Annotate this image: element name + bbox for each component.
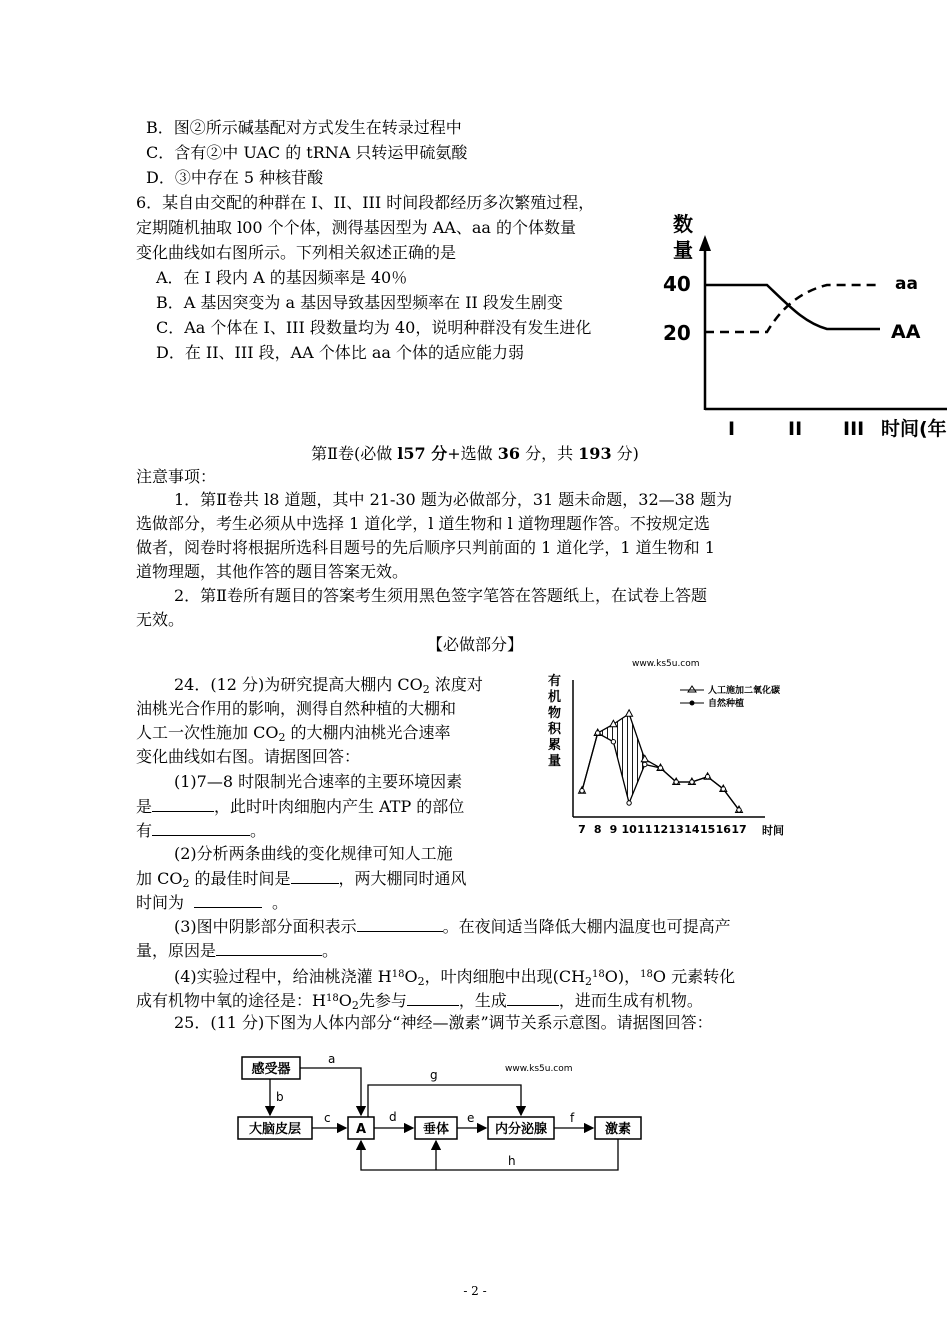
q6-option-d: D．在 II、III 段，AA 个体比 aa 个体的适应能力弱 [156,343,525,362]
required-section-heading: 【必做部分】 [426,635,523,654]
label-d: d [389,1110,397,1124]
notice-2-line-1: 2．第Ⅱ卷所有题目的答案考生须用黑色签字笔答在答题纸上，在试卷上答题 [174,586,708,605]
q24-sup-18: 18 [640,969,653,980]
graph6-y-arrow [699,235,711,251]
natural-point [674,780,678,784]
q24-p3d: 。 [322,941,339,960]
a-box-label: A [355,1122,367,1137]
chart24-ylabel-char: 累 [548,738,562,753]
q5-option-b: B．图②所示碱基配对方式发生在转录过程中 [146,118,462,137]
q24-p4d: O 元素转化 [652,967,736,986]
natural-point [627,801,631,805]
graph6-ylabel-1: 数 [673,212,693,236]
chart24-xtick: 12 [652,823,669,836]
legend-dot-marker [690,701,695,706]
q24-sub-2: 2 [278,731,286,744]
q6-option-a: A．在 I 段内 A 的基因频率是 40％ [156,268,408,287]
artificial-point [626,710,633,717]
graph6-x-II: II [788,418,803,440]
natural-point [705,775,709,779]
graph6-label-AA: AA [891,321,921,343]
q24-p4h: ，进而生成有机物。 [558,991,703,1010]
hormone-label: 激素 [604,1122,632,1137]
section2-title-mid2: 分，共 [519,444,579,463]
q24-p2d: ，两大棚同时通风 [338,869,467,888]
receptor-label: 感受器 [251,1062,291,1077]
q24-part2-line-3 [136,891,288,914]
q24-line-1 [174,674,483,701]
q24-o: O [338,991,352,1010]
chart24-ylabel [548,673,562,769]
chart24-ylabel-char: 积 [548,722,562,737]
q24-part1-line-1: (1)7—8 时限制光合速率的主要环境因素 [174,772,463,791]
q24-l1b: 浓度对 [429,675,483,694]
label-e: e [467,1111,475,1125]
chart24-xtick: 11 [637,823,653,836]
chart24-watermark: www.ks5u.com [632,659,700,669]
answer-blank-5[interactable] [357,915,443,932]
natural-point [643,762,647,766]
natural-line [582,733,739,810]
q24-p3b: 。在夜间适当降低大棚内温度也可提高产 [442,917,731,936]
q24-line-2: 油桃光合作用的影响，测得自然种植的大棚和 [136,699,457,718]
q24-p2b: 加 CO [136,869,183,888]
section2-title-193: 193 [578,444,612,463]
notice-1-line-1: 1．第Ⅱ卷共 l8 道题，其中 21-30 题为必做部分，31 题未命题，32—38 题为 [174,490,733,509]
q24-p1c: ，此时叶肉细胞内产生 ATP 的部位 [214,797,465,816]
q25-stem: 25．(11 分)下图为人体内部分“神经—激素”调节关系示意图。请据图回答： [174,1013,713,1032]
chart24-xtick: 16 [715,823,731,836]
label-b: b [276,1090,284,1104]
graph6-x-I: I [728,418,736,440]
graph6-tick-40: 40 [663,272,691,296]
section2-title-157: l57 分 [397,444,448,463]
q24-sup-18: 18 [325,993,339,1004]
q24-l3b: 的大棚内油桃光合速率 [285,723,451,742]
q24-p2e: 时间为 [136,893,185,912]
chart24-xtick: 13 [668,823,684,836]
answer-blank-2[interactable] [152,819,250,836]
chart24-xtick: 9 [609,823,618,836]
section2-title-mid: +选做 [447,444,498,463]
q24-p2f: 。 [272,893,289,912]
natural-point [690,780,694,784]
q24-sub-2: 2 [585,975,593,988]
graph6-x-III: III [843,418,865,440]
graph6-xlabel: 时间(年 [881,418,947,440]
notice-1-line-3: 做者，阅卷时将根据所选科目题号的先后顺序只判前面的 1 道化学，1 道生物和 1 [136,538,715,557]
answer-blank-1[interactable] [152,795,214,812]
shaded-area [598,714,645,803]
q24-p1d: 有 [136,821,153,840]
q6-option-b: B．A 基因突变为 a 基因导致基因型频率在 II 段发生剧变 [156,293,563,312]
page-number: - 2 - [463,1284,487,1298]
chart24-ylabel-char: 物 [548,706,562,721]
answer-blank-6[interactable] [216,939,322,956]
q24-part1-line-3 [136,819,266,842]
q24-p3a: (3)图中阴影部分面积表示 [174,917,357,936]
q24-line-3 [136,722,451,749]
legend-natural-label: 自然种植 [708,699,745,709]
q24-p4c: O)， [604,967,641,986]
label-f: f [570,1111,575,1125]
chart24-xtick: 17 [731,823,747,836]
q24-p4e: 成有机物中氧的途径是：H [136,991,326,1010]
q24-sub-2: 2 [351,999,359,1012]
notice-2-line-2: 无效。 [136,610,185,629]
section2-title [0,443,950,465]
chart24-xtick: 7 [578,823,586,836]
arrow-h [361,1139,618,1170]
graph6-tick-20: 20 [663,321,691,345]
diagram25-watermark: www.ks5u.com [505,1064,573,1074]
q24-p4b: ，叶肉细胞中出现(CH [424,967,586,986]
chart24-xtick: 10 [621,823,637,836]
cortex-label: 大脑皮层 [248,1122,302,1137]
q24-l3a: 人工一次性施加 CO [136,723,279,742]
q24-o: O [404,967,418,986]
answer-blank-3[interactable] [291,867,339,884]
q24-sup-18: 18 [592,969,605,980]
notice-1-line-4: 道物理题，其他作答的题目答案无效。 [136,562,409,581]
q24-part3-line-1 [174,915,731,938]
chart24-ylabel-char: 量 [548,754,562,769]
section2-title-end: 分) [611,444,639,463]
natural-point [580,789,584,793]
q5-option-c: C．含有②中 UAC 的 tRNA 只转运甲硫氨酸 [146,143,468,162]
graph6-label-aa: aa [895,274,918,294]
q24-l1a: 24．(12 分)为研究提高大棚内 CO [174,675,423,694]
section2-title-36: 36 [497,444,520,463]
graph6-ylabel-2: 量 [673,238,693,262]
q24-sup-18: 18 [391,969,405,980]
natural-point [658,766,662,770]
natural-point [737,808,741,812]
natural-point [596,731,600,735]
legend-artificial-label: 人工施加二氧化碳 [708,686,781,696]
q24-line-4: 变化曲线如右图。请据图回答： [136,747,361,766]
q24-sub-2: 2 [417,975,425,988]
q24-sub-2: 2 [422,683,430,696]
legend-triangle-marker [688,686,696,692]
q6-stem-line-2: 定期随机抽取 l00 个个体，测得基因型为 AA、aa 的个体数量 [136,218,577,237]
q6-stem-line-1: 6．某自由交配的种群在 I、II、III 时间段都经历多次繁殖过程， [136,193,595,212]
q24-p1b: 是 [136,797,153,816]
answer-blank-7[interactable] [407,989,459,1006]
notice-heading: 注意事项： [136,467,217,486]
q24-part2-line-1: (2)分析两条曲线的变化规律可知人工施 [174,844,453,863]
chart24-ylabel-char: 机 [548,690,562,705]
label-a: a [328,1052,336,1066]
photosynthesis-chart [540,655,800,840]
q24-p2c: 的最佳时间是 [189,869,291,888]
q6-option-c: C．Aa 个体在 I、III 段数量均为 40，说明种群没有发生进化 [156,318,592,337]
section2-title-pre: 第Ⅱ卷(必做 [311,444,398,463]
answer-blank-8[interactable] [507,989,559,1006]
q24-p4f: 先参与 [358,991,407,1010]
label-g: g [430,1068,438,1082]
q24-p3c: 量，原因是 [136,941,217,960]
natural-point [611,740,615,744]
q24-p1e: 。 [250,821,267,840]
chart24-xtick: 8 [593,823,602,836]
chart24-ylabel-char: 有 [548,674,562,689]
q6-stem-line-3: 变化曲线如右图所示。下列相关叙述正确的是 [136,243,457,262]
neuro-hormone-diagram [230,1043,670,1183]
q24-part1-line-2 [136,795,464,818]
q24-p4a: (4)实验过程中，给油桃浇灌 H [174,967,392,986]
pituitary-label: 垂体 [422,1122,450,1137]
notice-1-line-2: 选做部分，考生必须从中选择 1 道化学，l 道生物和 l 道物理题作答。不按规定选 [136,514,710,533]
q5-option-d: D．③中存在 5 种核苷酸 [146,168,324,187]
chart24-xtick: 14 [684,823,700,836]
q24-p4g: ，生成 [458,991,507,1010]
label-h: h [508,1154,516,1168]
genotype-graph [655,205,950,445]
graph6-AA-curve [705,285,880,329]
gland-label: 内分泌腺 [494,1122,548,1137]
arrow-a [300,1068,361,1115]
q24-part3-line-2 [136,939,338,962]
q24-sub-2: 2 [182,877,190,890]
answer-blank-4[interactable] [194,891,262,908]
natural-point [721,787,725,791]
label-c: c [324,1111,331,1125]
chart24-xlabel: 时间 [762,824,784,837]
artificial-co2-line [582,714,739,810]
chart24-xtick: 15 [699,823,716,836]
